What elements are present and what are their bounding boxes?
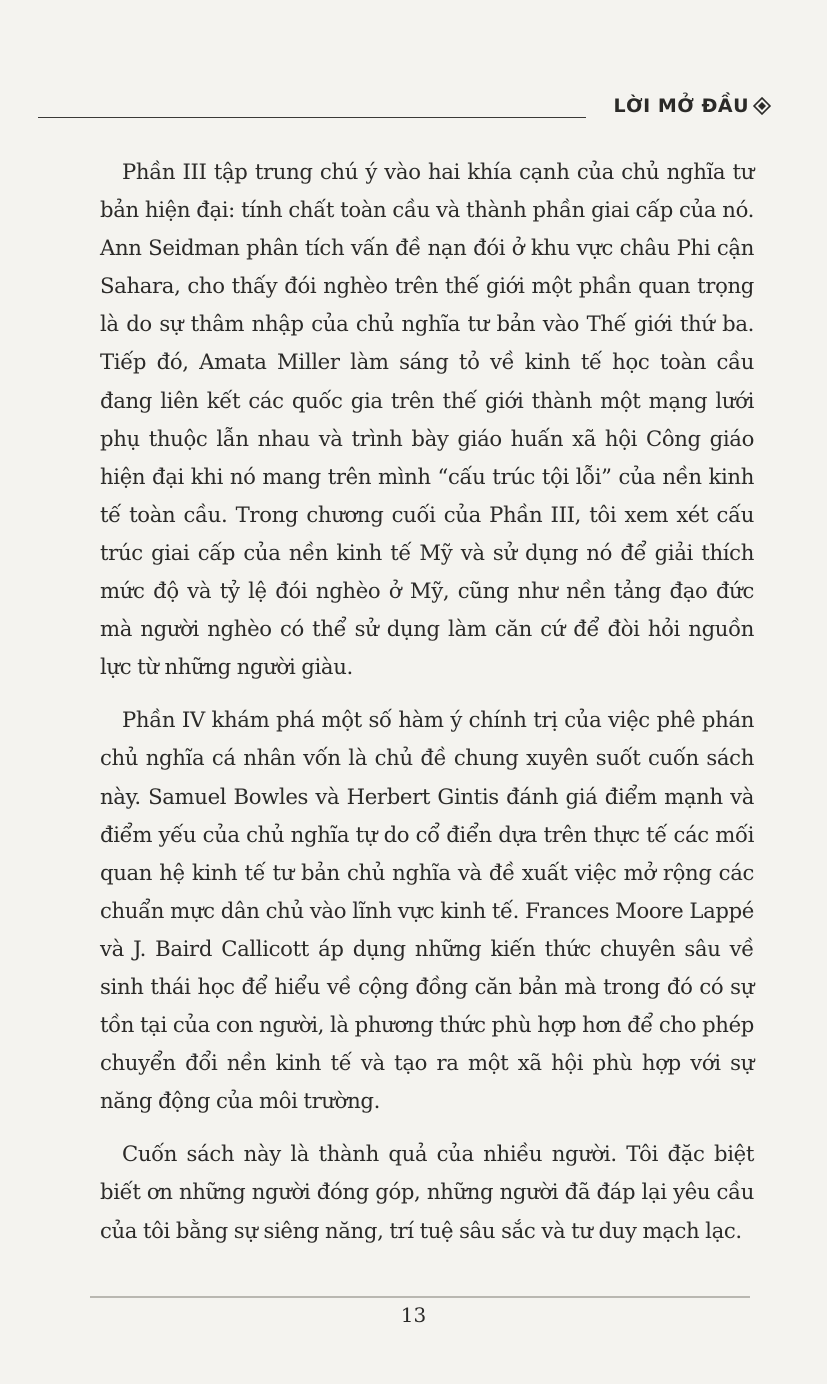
footer-rule [90,1296,750,1298]
running-header [38,92,771,126]
chapter-title: LỜI MỞ ĐẦU [613,95,749,117]
header-rule [38,117,586,118]
paragraph: Phần III tập trung chú ý vào hai khía cạnh của chủ nghĩa tư bản hiện đại: tính chất toàn cầu và thành phần giai cấp của nó. Ann Seidman phân tích vấn đề nạn đói ở khu vực châu Phi cận Sahara, cho thấy đói nghèo trên thế giới một phần quan trọng là do sự thâm nhập của chủ nghĩa tư bản vào Thế giới thứ ba. Tiếp đó, Amata Miller làm sáng tỏ về kinh tế học toàn cầu đang liên kết các quốc gia trên thế giới thành một mạng lưới phụ thuộc lẫn nhau và trình bày giáo huấn xã hội Công giáo hiện đại khi nó mang trên mình “cấu trúc tội lỗi” của nền kinh tế toàn cầu. Trong chương cuối của Phần III, tôi xem xét cấu trúc giai cấp của nền kinh tế Mỹ và sử dụng nó để giải thích mức độ và tỷ lệ đói nghèo ở Mỹ, cũng như nền tảng đạo đức mà người nghèo có thể sử dụng làm căn cứ để đòi hỏi nguồn lực từ những người giàu. [100,159,754,680]
body-text [100,153,754,1265]
page-number: 13 [400,1303,427,1327]
paragraph: Phần IV khám phá một số hàm ý chính trị của việc phê phán chủ nghĩa cá nhân vốn là chủ đề chung xuyên suốt cuốn sách này. Samuel Bowles và Herbert Gintis đánh giá điểm mạnh và điểm yếu của chủ nghĩa tự do cổ điển dựa trên thực tế các mối quan hệ kinh tế tư bản chủ nghĩa và đề xuất việc mở rộng các chuẩn mực dân chủ vào lĩnh vực kinh tế. Frances Moore Lappé và J. Baird Callicott áp dụng những kiến thức chuyên sâu về sinh thái học để hiểu về cộng đồng căn bản mà trong đó có sự tồn tại của con người, là phương thức phù hợp hơn để cho phép chuyển đổi nền kinh tế và tạo ra một xã hội phù hợp với sự năng động của môi trường. [100,707,754,1114]
paragraph: Cuốn sách này là thành quả của nhiều người. Tôi đặc biệt biết ơn những người đóng góp, những người đã đáp lại yêu cầu của tôi bằng sự siêng năng, trí tuệ sâu sắc và tư duy mạch lạc. [100,1141,754,1243]
diamond-ornament-icon [753,97,771,115]
